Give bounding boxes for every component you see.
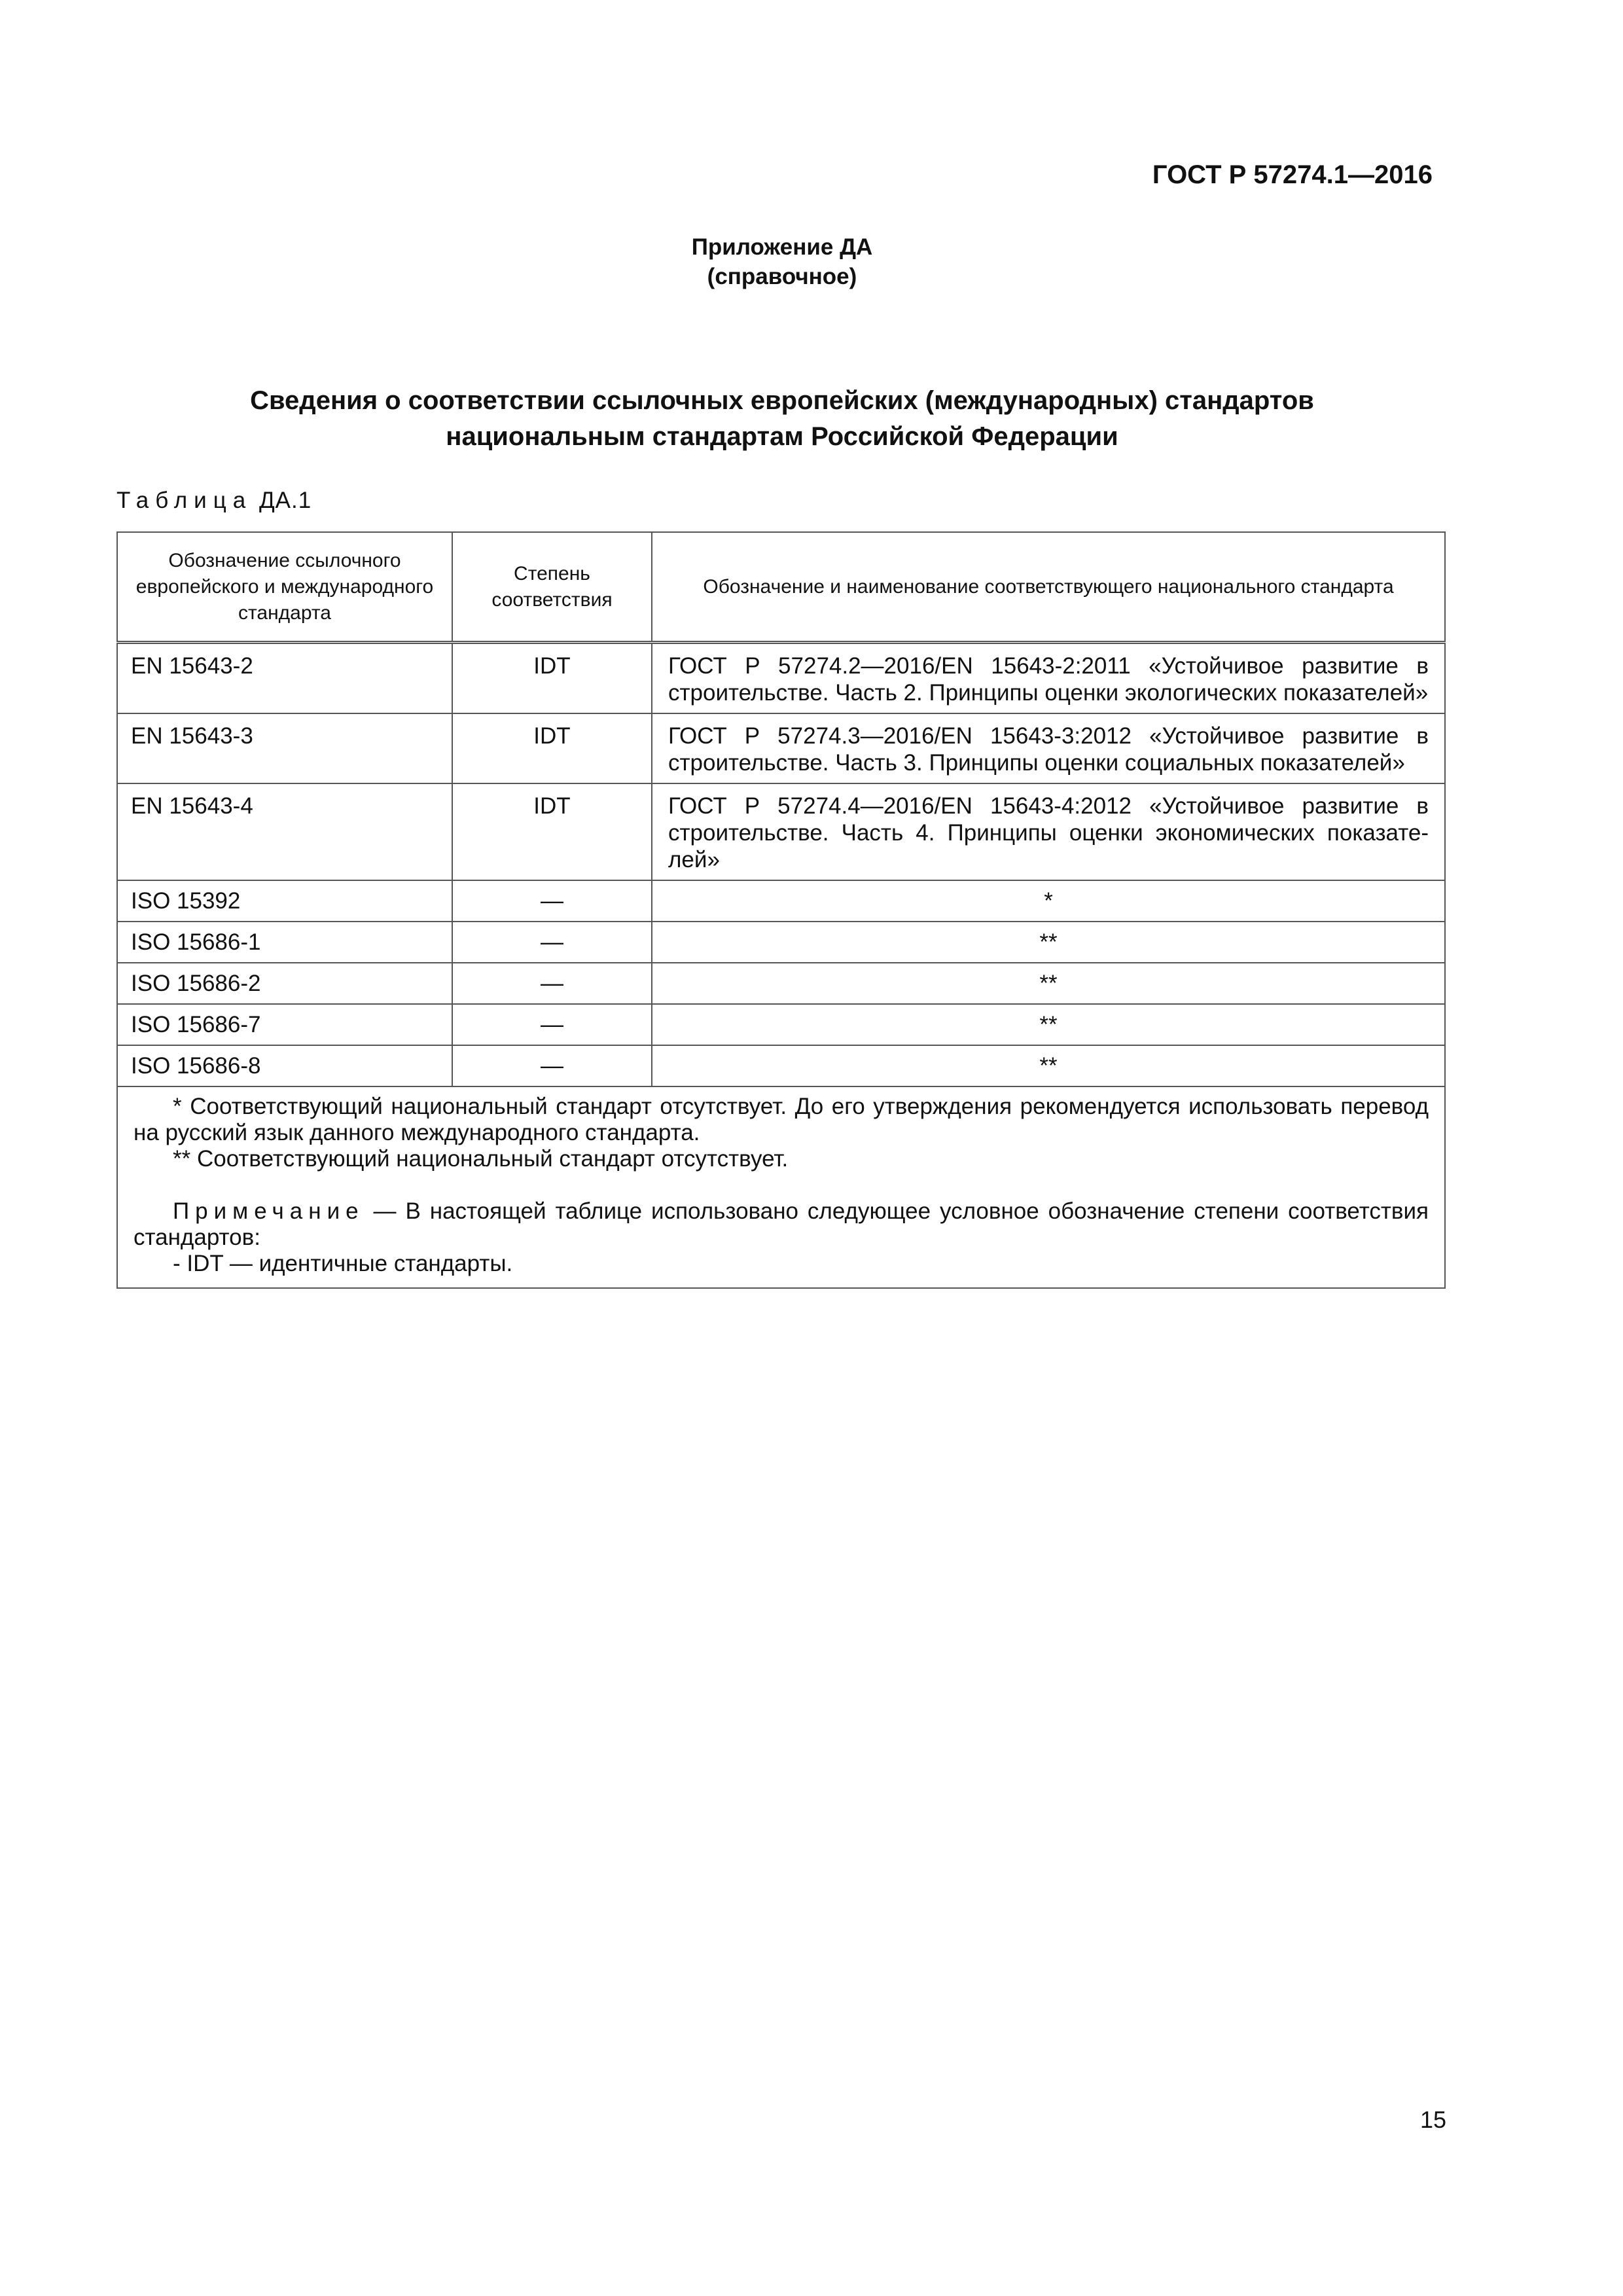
cell-degree: IDT [452,783,652,880]
cell-degree: IDT [452,643,652,714]
header-degree: Степень соответствия [452,532,652,643]
table-row [117,880,1445,922]
correspondence-table [116,531,1446,1289]
cell-degree: — [452,963,652,1004]
cell-national: ** [652,1004,1445,1045]
cell-degree: — [452,880,652,922]
cell-reference: EN 15643-2 [117,643,452,714]
table-header-row [117,532,1445,643]
note-text: — В настоящей таблице использовано следующее условное обозначение степени соответствия стандартов: [134,1198,1429,1250]
appendix-subtitle: (справочное) [707,264,857,289]
cell-degree: IDT [452,713,652,783]
cell-reference: ISO 15686-7 [117,1004,452,1045]
cell-national: ** [652,922,1445,963]
table-notes-row [117,1086,1445,1288]
page-number: 15 [1419,2106,1446,2133]
table-notes [117,1086,1445,1288]
cell-national: ГОСТ Р 57274.3—2016/EN 15643-3:2012 «Устойчивое развитие в строительстве. Часть 3. Принципы оценки социальных показателей» [652,713,1445,783]
table-row [117,783,1445,880]
cell-reference: ISO 15392 [117,880,452,922]
cell-degree: — [452,1045,652,1086]
cell-reference: ISO 15686-8 [117,1045,452,1086]
cell-reference: EN 15643-4 [117,783,452,880]
header-national-standard: Обозначение и наименование соответствующего национального стандарта [652,532,1445,643]
table-row [117,1045,1445,1086]
cell-reference: ISO 15686-2 [117,963,452,1004]
note-item: - IDT — идентичные стандарты. [173,1251,513,1276]
table-row [117,922,1445,963]
cell-national: ГОСТ Р 57274.2—2016/EN 15643-2:2011 «Устойчивое развитие в строительстве. Часть 2. Принципы оценки экологических показателей» [652,643,1445,714]
section-title-line1: Сведения о соответствии ссылочных европейских (международных) стандартов [250,386,1314,415]
cell-national: * [652,880,1445,922]
section-title-line2: национальным стандартам Российской Федерации [446,422,1118,451]
table-row [117,643,1445,714]
appendix-heading [0,232,1564,291]
cell-reference: ISO 15686-1 [117,922,452,963]
cell-national: ГОСТ Р 57274.4—2016/EN 15643-4:2012 «Устойчивое развитие в строительстве. Часть 4. Принципы оценки экономических показателей» [652,783,1445,880]
table-row [117,963,1445,1004]
table-caption [116,488,312,514]
cell-degree: — [452,922,652,963]
appendix-title: Приложение ДА [691,234,873,260]
document-code: ГОСТ Р 57274.1—2016 [1152,160,1433,189]
footnote-single-star: * Соответствующий национальный стандарт отсутствует. До его утверждения рекомендуется использовать перевод на русский язык данного международного стандарта. [134,1094,1429,1145]
table-caption-word: Таблица [116,488,253,513]
table-row [117,1004,1445,1045]
footnote-double-star: ** Соответствующий национальный стандарт отсутствует. [173,1146,789,1172]
cell-national: ** [652,1045,1445,1086]
table-note [134,1198,1429,1251]
cell-reference: EN 15643-3 [117,713,452,783]
section-title [0,383,1564,455]
table-row [117,713,1445,783]
cell-degree: — [452,1004,652,1045]
header-reference-standard: Обозначение ссылочного европейского и международного стандарта [117,532,452,643]
table-caption-number: ДА.1 [259,488,312,513]
note-label: Примечание [173,1198,365,1224]
cell-national: ** [652,963,1445,1004]
